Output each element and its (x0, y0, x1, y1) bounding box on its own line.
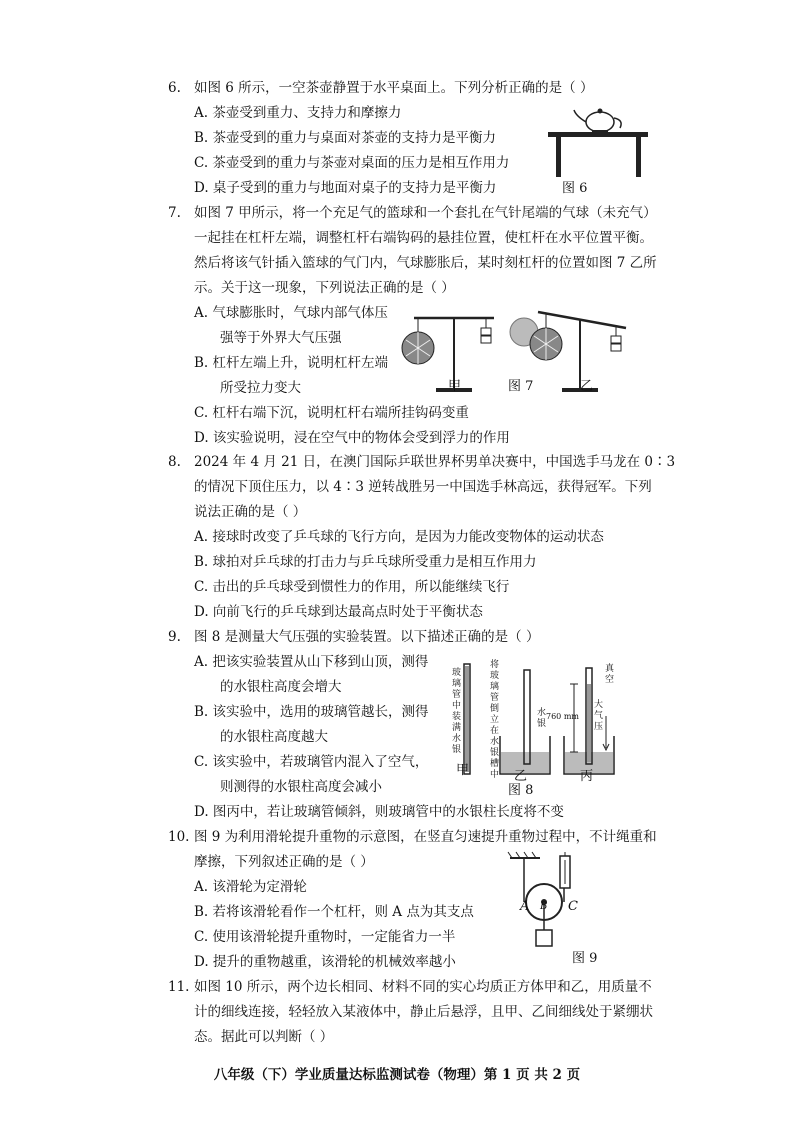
option-b: B. 杠杆左端上升，说明杠杆左端 (194, 355, 389, 371)
figure-9-label-a: A (520, 899, 530, 914)
option-d: D. 提升的重物越重，该滑轮的机械效率越小 (194, 954, 456, 970)
figure-9-caption: 图 9 (572, 951, 598, 966)
option-a: A. 该滑轮为定滑轮 (194, 879, 307, 895)
question-stem-line: 摩擦，下列叙述正确的是（ ） (194, 854, 374, 870)
figure-8-text-vacuum: 真空 (605, 664, 615, 685)
figure-8-text-yi: 将玻璃管倒立在水银槽中 (490, 660, 500, 780)
option-a: A. 茶壶受到重力、支持力和摩擦力 (194, 105, 402, 121)
option-d: D. 向前飞行的乒乓球到达最高点时处于平衡状态 (194, 604, 483, 620)
figure-8-label-jia: 甲 (456, 763, 470, 778)
option-c: C. 该实验中，若玻璃管内混入了空气， (194, 754, 429, 770)
question-number: 6. (168, 80, 181, 96)
question-stem-line: 计的细线连接，轻轻放入某液体中，静止后悬浮，且甲、乙间细线处于紧绷状 (194, 1004, 653, 1020)
option-a: A. 把该实验装置从山下移到山顶，测得 (194, 654, 429, 670)
question-stem: 图 8 是测量大气压强的实验装置。以下描述正确的是（ ） (194, 629, 540, 645)
option-a-continued: 强等于外界大气压强 (220, 330, 342, 346)
option-a-continued: 的水银柱高度会增大 (220, 679, 342, 695)
figure-6-caption: 图 6 (562, 181, 588, 196)
option-b: B. 茶壶受到的重力与桌面对茶壶的支持力是平衡力 (194, 130, 497, 146)
option-c-continued: 则测得的水银柱高度会减小 (220, 779, 382, 795)
option-b: B. 该实验中，选用的玻璃管越长，测得 (194, 704, 429, 720)
option-a: A. 接球时改变了乒乓球的飞行方向，是因为力能改变物体的运动状态 (194, 529, 604, 545)
figure-7-label-right: 乙 (580, 379, 594, 394)
question-number: 11. (168, 979, 190, 995)
figure-8-text-760mm: 760 mm (546, 712, 579, 721)
option-c: C. 击出的乒乓球受到惯性力的作用，所以能继续飞行 (194, 579, 510, 595)
option-c: C. 杠杆右端下沉，说明杠杆右端所挂钩码变重 (194, 405, 469, 421)
question-number: 10. (168, 829, 190, 845)
option-d: D. 图丙中，若让玻璃管倾斜，则玻璃管中的水银柱长度将不变 (194, 804, 564, 820)
option-c: C. 茶壶受到的重力与茶壶对桌面的压力是相互作用力 (194, 155, 510, 171)
question-stem-line: 的情况下顶住压力，以 4∶3 逆转战胜另一中国选手林高远，获得冠军。下列 (194, 479, 652, 495)
figure-8-caption: 图 8 (508, 783, 534, 798)
figure-8-text-mercury: 水银 (537, 708, 547, 729)
question-10 (168, 825, 728, 975)
question-stem: 如图 6 所示，一空茶壶静置于水平桌面上。下列分析正确的是（ ） (194, 80, 594, 96)
option-d: D. 桌子受到的重力与地面对桌子的支持力是平衡力 (194, 180, 497, 196)
question-stem-line: 如图 10 所示，两个边长相同、材料不同的实心均质正方体甲和乙，用质量不 (194, 979, 652, 995)
option-c: C. 使用该滑轮提升重物时，一定能省力一半 (194, 929, 456, 945)
question-stem-line: 示。关于这一现象，下列说法正确的是（ ） (194, 280, 455, 296)
question-8 (168, 450, 728, 625)
question-stem-line: 图 9 为利用滑轮提升重物的示意图，在竖直匀速提升重物过程中，不计绳重和 (194, 829, 657, 845)
question-number: 7. (168, 205, 181, 221)
figure-9-label-c: C (568, 899, 578, 914)
figure-9-pulley (500, 850, 610, 950)
page-footer: 八年级（下）学业质量达标监测试卷（物理）第 1 页 共 2 页 (213, 1067, 581, 1083)
question-number: 9. (168, 629, 181, 645)
question-stem-line: 2024 年 4 月 21 日，在澳门国际乒联世界杯男单决赛中，中国选手马龙在 0∶3 (194, 454, 676, 470)
figure-8-text-atmosphere: 大气压 (594, 700, 604, 732)
figure-9-label-b: B (540, 901, 548, 912)
question-number: 8. (168, 454, 181, 470)
question-stem-line: 态。据此可以判断（ ） (194, 1029, 334, 1045)
figure-7-caption: 图 7 (508, 379, 534, 394)
question-stem-line: 说法正确的是（ ） (194, 504, 307, 520)
question-11 (168, 975, 728, 1050)
option-b-continued: 的水银柱高度越大 (220, 729, 328, 745)
figure-8-label-bing: 丙 (580, 769, 594, 784)
option-a: A. 气球膨胀时，气球内部气体压 (194, 305, 388, 321)
figure-6-teapot-table (540, 100, 660, 180)
question-stem-line: 然后将该气针插入篮球的气门内，气球膨胀后，某时刻杠杆的位置如图 7 乙所 (194, 255, 657, 271)
question-stem-line: 如图 7 甲所示，将一个充足气的篮球和一个套扎在气针尾端的气球（未充气） (194, 205, 657, 221)
option-b: B. 球拍对乒乓球的打击力与乒乓球所受重力是相互作用力 (194, 554, 537, 570)
option-b: B. 若将该滑轮看作一个杠杆，则 A 点为其支点 (194, 904, 474, 920)
figure-8-label-yi: 乙 (514, 769, 528, 784)
question-stem-line: 一起挂在杠杆左端，调整杠杆右端钩码的悬挂位置，使杠杆在水平位置平衡。 (194, 230, 653, 246)
figure-8-text-jia: 玻璃管中装满水银 (452, 668, 462, 755)
option-d: D. 该实验说明，浸在空气中的物体会受到浮力的作用 (194, 430, 510, 446)
option-b-continued: 所受拉力变大 (220, 380, 301, 396)
figure-7-label-left: 甲 (448, 379, 462, 394)
